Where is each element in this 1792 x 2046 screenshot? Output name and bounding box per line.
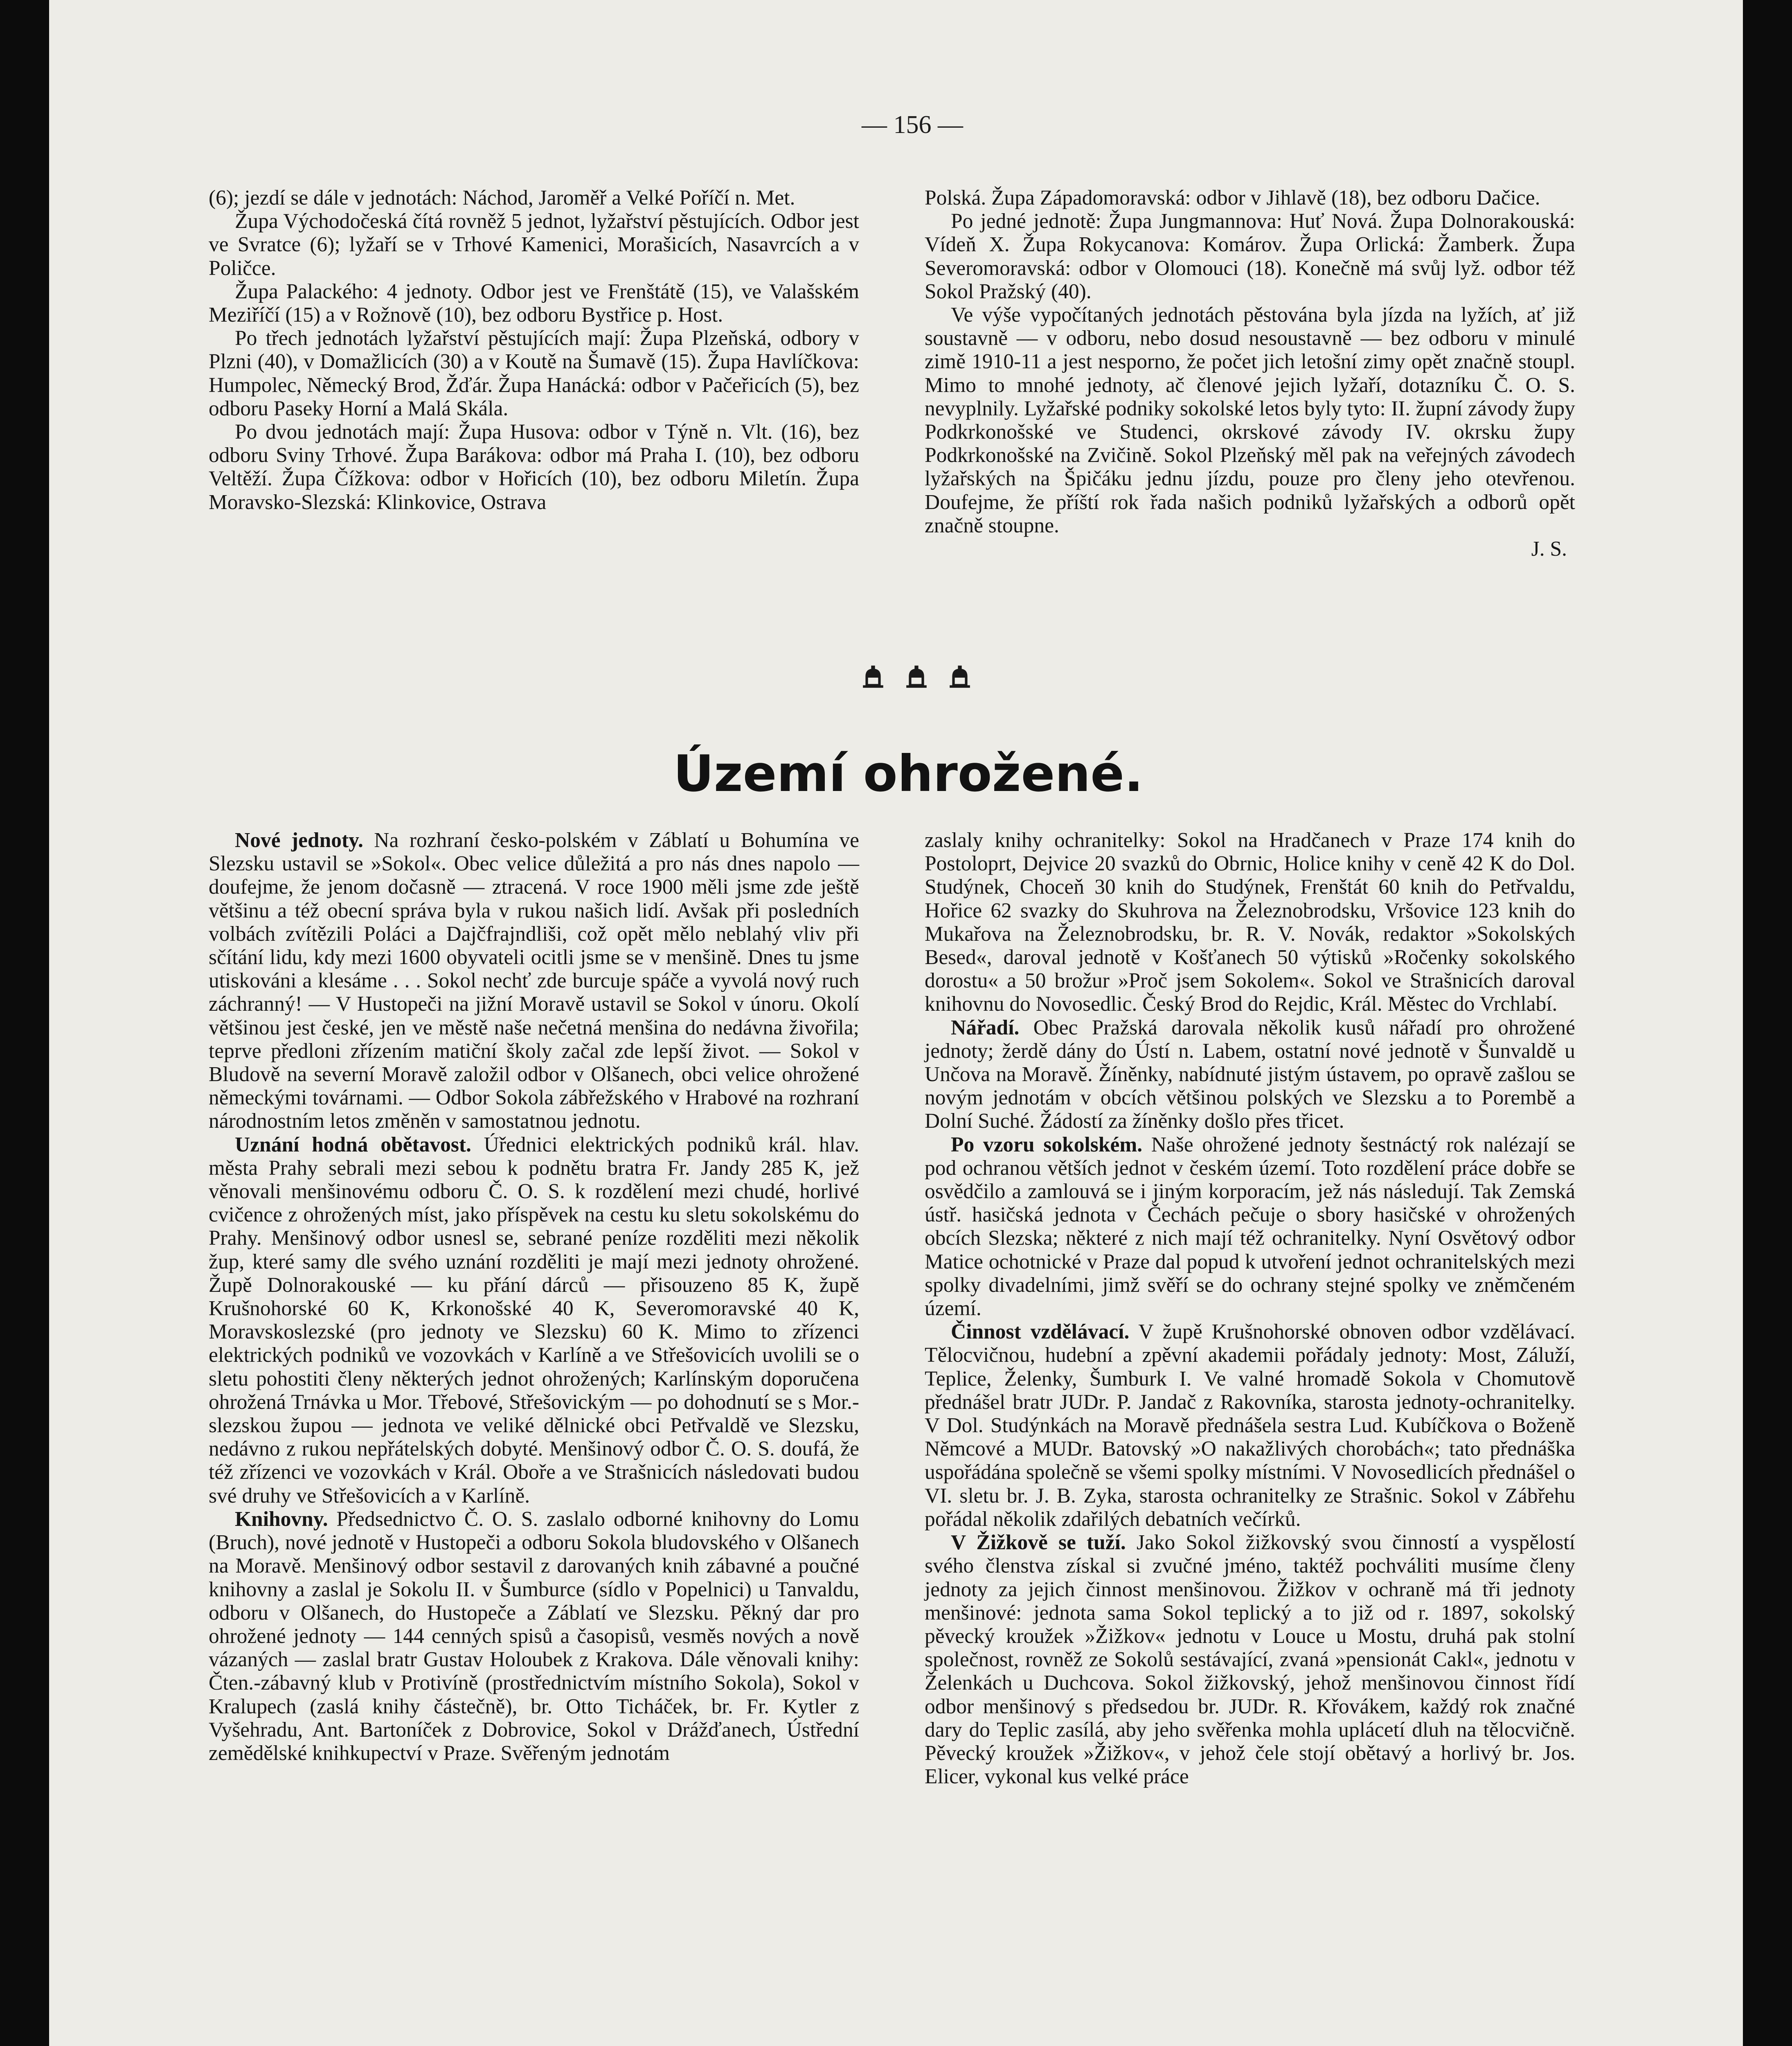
paragraph	[209, 829, 859, 1133]
paragraph	[925, 1320, 1575, 1531]
paragraph: Župa Východočeská čítá rovněž 5 jednot, lyžařství pěstujících. Odbor jest ve Svratce (6); lyžaří se v Trhové Kamenici, Morašicích, Nasavrcích a v Poličce.	[209, 210, 859, 280]
paragraph-heading: V Žižkově se tuží.	[951, 1531, 1126, 1555]
paragraph: Župa Palackého: 4 jednoty. Odbor jest ve Frenštátě (15), ve Valašském Meziříčí (15) a v Rožnově (10), bez odboru Bystřice p. Host.	[209, 279, 859, 327]
paragraph-heading: Po vzoru sokolském.	[951, 1133, 1143, 1156]
paragraph-text: Předsednictvo Č. O. S. zaslalo odborné knihovny do Lomu (Bruch), nové jednotě v Hustopeči a odboru Sokola bludovského v Olšanech na Moravě. Menšinový odbor sestavil z darovaných knih zábavné a poučné knihovny a zaslal je Sokolu II. v Šumburce (sídlo v Popelnici) u Tanvaldu, odboru v Olšanech, do Hustopeče a Záblatí ve Slezsku. Pěkný dar pro ohrožené jednoty — 144 cenných spisů a časopisů, vesměs nových a nově vázaných — zaslal bratr Gustav Holoubek z Krakova. Dále věnovali knihy: Čten.-zábavný klub v Protivíně (prostřednictvím místního Sokola), Sokol v Kralupech (zaslá knihy částečně), br. Otto Ticháček, br. Fr. Kytler z Vyšehradu, Ant. Bartoníček z Dobrovice, Sokol v Drážďanech, Ústřední zemědělské knihkupectví v Praze. Svěřeným jednotám	[209, 1507, 859, 1765]
page	[49, 0, 1743, 2046]
skiing-report-column-1	[209, 186, 859, 514]
section-divider-ornaments	[802, 665, 1031, 694]
paragraph: Polská. Župa Západomoravská: odbor v Jihlavě (18), bez odboru Dačice.	[925, 186, 1540, 210]
author-signature: J. S.	[1531, 537, 1567, 561]
paragraph: Ve výše vypočítaných jednotách pěstována byla jízda na lyžích, ať již soustavně — v odboru, nebo dosud nesoustavně — bez odboru v minulé zimě 1910-11 a jest nesporno, že počet jich letošní zimy opět značně stoupl. Mimo to mnohé jednoty, ač členové jejich lyžaří, dotazníku Č. O. S. nevyplnily. Lyžařské podniky sokolské letos byly tyto: II. župní závody župy Podkrkonošské ve Studenci, okrskové závody IV. okrsku župy Podkrkonošské na Zvičině. Sokol Plzeňský měl pak na veřejných závodech lyžařských na Špičáku jednu jízdu, pouze pro členy jeho otevřenou. Doufejme, že příští rok řada našich podniků lyžařských a odborů opět značně stoupne.	[925, 303, 1575, 537]
paragraph: Po jedné jednotě: Župa Jungmannova: Huť Nová. Župa Dolnorakouská: Vídeň X. Župa Rokycanova: Komárov. Župa Orlická: Žamberk. Župa Severomoravská: odbor v Olomouci (18). Konečně má svůj lyž. odbor též Sokol Pražský (40).	[925, 210, 1575, 303]
paragraph	[925, 829, 1575, 1016]
paragraph	[925, 1531, 1575, 1788]
paragraph	[209, 1507, 859, 1765]
paragraph: Po třech jednotách lyžařství pěstujících mají: Župa Plzeňská, odbory v Plzni (40), v Domažlicích (30) a v Koutě na Šumavě (15). Župa Havlíčkova: Humpolec, Německý Brod, Žďár. Župa Hanácká: odbor v Pačeřicích (5), bez odboru Paseky Horní a Malá Skála.	[209, 327, 859, 420]
bell-ornament-icon	[947, 665, 973, 690]
bell-ornament-icon	[860, 665, 886, 690]
paragraph	[925, 1133, 1575, 1320]
paragraph-text: Naše ohrožené jednoty šestnáctý rok nalézají se pod ochranou větších jednot v českém území. Toto rozdělení práce dobře se osvědčilo a zamlouvá se i jiným korporacím, jež nás následují. Tak Zemská ústř. hasičská jednota v Čechách pečuje o sbory hasičské v ohrožených obcích Slezska; některé z nich mají též ochranitelky. Nyní Osvětový odbor Matice ochotnické v Praze dal popud k utvoření jednot ochranitelských mezi spolky divadelními, jimž svěří se do ochrany stejné spolky ve zněmčeném území.	[925, 1133, 1575, 1320]
paragraph	[209, 1133, 859, 1507]
bell-ornament-icon	[904, 665, 929, 690]
paragraph	[925, 1016, 1575, 1133]
article-title: Území ohrožené.	[673, 745, 1144, 803]
skiing-report-column-2	[925, 186, 1575, 561]
paragraph-heading: Činnost vzdělávací.	[951, 1320, 1130, 1344]
article-column-1	[209, 829, 859, 1765]
paragraph-text: zaslaly knihy ochranitelky: Sokol na Hradčanech v Praze 174 knih do Postoloprt, Dejvice 20 svazků do Obrnic, Holice knihy v ceně 42 K do Dol. Studýnek, Choceň 30 knih do Studýnek, Frenštát 60 knih do Petřvaldu, Hořice 62 svazky do Skuhrova na Železnobrodsku, Vršovice 123 knih do Mukařova na Železnobrodsku, br. R. V. Novák, redaktor »Sokolských Besed«, daroval jednotě v Košťanech 50 výtisků »Ročenky sokolského dorostu« a 50 brožur »Proč jsem Sokolem«. Sokol ve Strašnicích daroval knihovnu do Novosedlic. Český Brod do Rejdic, Král. Městec do Vrchlabí.	[925, 829, 1575, 1016]
paragraph: (6); jezdí se dále v jednotách: Náchod, Jaroměř a Velké Poříčí n. Met.	[209, 186, 795, 210]
paragraph-text: Obec Pražská darovala několik kusů nářadí pro ohrožené jednoty; žerdě dány do Ústí n. Labem, ostatní nové jednotě v Šunvaldě u Unčova na Moravě. Žíněnky, nabídnuté jistým ústavem, po opravě zašlou se novým jednotám v obcích většinou polských ve Slezsku a to Porembě a Dolní Suché. Žádostí za žíněnky došlo přes třicet.	[925, 1016, 1575, 1133]
page-number: — 156 —	[862, 111, 963, 139]
paragraph-heading: Nářadí.	[951, 1016, 1020, 1039]
paragraph: Po dvou jednotách mají: Župa Husova: odbor v Týně n. Vlt. (16), bez odboru Sviny Trhové. Župa Barákova: odbor má Praha I. (10), bez odboru Veltěží. Župa Čížkova: odbor v Hořicích (10), bez odboru Miletín. Župa Moravsko-Slezská: Klinkovice, Ostrava	[209, 420, 859, 514]
paragraph-heading: Nové jednoty.	[235, 829, 363, 852]
article-column-2	[925, 829, 1575, 1788]
paragraph-text: Na rozhraní česko-polském v Záblatí u Bohumína ve Slezsku ustavil se »Sokol«. Obec velice důležitá a pro nás dnes napolo — doufejme, že jenom dočasně — ztracená. V roce 1900 měli jsme zde ještě většinu a též obecní správa byla v rukou našich lidí. Avšak při posledních volbách zvítězili Poláci a Dajčfrajndliši, což opět mělo neblahý vliv při sčítání lidu, kdy mezi 1600 obyvateli ocitli jsme se v menšině. Dnes tu jsme utiskováni a klesáme . . . Sokol nechť zde burcuje spáče a vyvolá nový ruch záchranný! — V Hustopeči na jižní Moravě ustavil se Sokol v únoru. Okolí většinou jest české, jen ve městě naše nečetná menšina do nedávna živořila; teprve předloni zřízením matiční školy začal zde lepší život. — Sokol v Bludově na severní Moravě založil odbor v Olšanech, obci velice ohrožené německými továrnami. — Odbor Sokola zábřežského v Hrabové na rozhraní národnostním letos změněn v samostatnou jednotu.	[209, 829, 859, 1133]
paragraph-heading: Uznání hodná obětavost.	[235, 1133, 471, 1156]
paragraph-text: V župě Krušnohorské obnoven odbor vzdělávací. Tělocvičnou, hudební a zpěvní akademii pořádaly jednoty: Most, Záluží, Teplice, Želenky, Šumburk I. Ve valné hromadě Sokola v Chomutově přednášel bratr JUDr. P. Jandač z Rakovníka, starosta jednoty-ochranitelky. V Dol. Studýnkách na Moravě přednášela sestra Lud. Kubíčkova o Boženě Němcové a MUDr. Batovský »O nakažlivých chorobách«; tato přednáška uspořádána společně se všemi spolky místními. V Novosedlicích přednášel o VI. sletu br. J. B. Zyka, starosta ochranitelky ze Strašnic. Sokol v Zábřehu pořádal několik zdařilých debatních večírků.	[925, 1320, 1575, 1531]
paragraph-text: Jako Sokol žižkovský svou činností a vyspělostí svého členstva získal si zvučné jméno, taktéž pochváliti musíme členy jednoty za jejich činnost menšinovou. Žižkov v ochraně má tři jednoty menšinové: jednota sama Sokol teplický a to již od r. 1897, sokolský pěvecký kroužek »Žižkov« jednotu v Louce u Mostu, druhá pak stolní společnost, rovněž ze Sokolů sestávající, zvaná »pensionát Cakl«, jednotu v Želenkách u Duchcova. Sokol žižkovský, jehož menšinovou činnost řídí odbor menšinový s předsedou br. JUDr. R. Křovákem, každý rok značné dary do Teplic zasílá, aby jeho svěřenka mohla uplácetí dluh na tělocvičně. Pěvecký kroužek »Žižkov«, v jehož čele stojí obětavý a horlivý br. Jos. Elicer, vykonal kus velké práce	[925, 1531, 1575, 1789]
paragraph-heading: Knihovny.	[235, 1507, 328, 1531]
paragraph-text: Úřednici elektrických podniků král. hlav. města Prahy sebrali mezi sebou k podnětu bratra Fr. Jandy 285 K, jež věnovali menšinovému odboru Č. O. S. k rozdělení mezi chudé, horlivé cvičence z ohrožených míst, jako příspěvek na cestu ku sletu sokolskému do Prahy. Menšinový odbor usnesl se, sebrané peníze rozděliti mezi několik žup, které samy dle svého uznání rozděliti je mají mezi jednoty ohrožené. Župě Dolnorakouské — ku přání dárců — přisouzeno 85 K, župě Krušnohorské 60 K, Krkonošské 40 K, Severomoravské 40 K, Moravskoslezské (pro jednoty ve Slezsku) 60 K. Mimo to zřízenci elektrických podniků ve vozovkách v Karlíně a ve Střešovicích uvolili se o sletu pohostiti členy některých jednot ohrožených; Karlínským doporučena ohrožená Trnávka u Mor. Třebové, Střešovickým — po dohodnutí se s Mor.-slezskou župou — jednota ve veliké dělnické obci Petřvaldě ve Slezsku, nedávno z rukou nepřátelských dobyté. Menšinový odbor Č. O. S. doufá, že též zřízenci ve vozovkách v Král. Oboře a ve Strašnicích následovati budou své druhy ve Střešovicích a v Karlíně.	[209, 1133, 859, 1507]
